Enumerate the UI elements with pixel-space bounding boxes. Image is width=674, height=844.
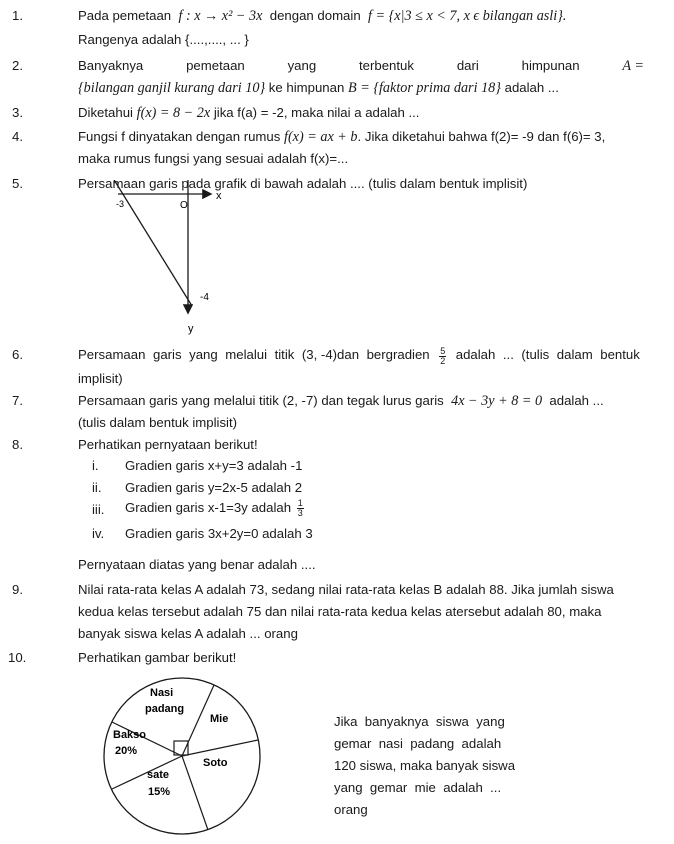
question-number: 6. bbox=[12, 347, 23, 362]
text-fragment: Pada pemetaan bbox=[78, 8, 172, 23]
text-fragment: . Jika diketahui bahwa f(2)= -9 dan f(6)= 3, bbox=[357, 129, 606, 144]
question-text bbox=[78, 393, 604, 410]
word: yang bbox=[189, 347, 218, 362]
question-text bbox=[78, 347, 640, 366]
text-fragment: Diketahui bbox=[78, 105, 133, 120]
statement-text: Gradien garis x+y=3 adalah -1 bbox=[125, 458, 303, 473]
question-number: 8. bbox=[12, 437, 23, 452]
slice-label: Bakso bbox=[113, 729, 147, 741]
word: himpunan bbox=[521, 58, 580, 73]
gradient-fraction bbox=[439, 347, 446, 366]
math-expression: f(x) = 8 − 2x bbox=[136, 105, 211, 121]
y-axis-label: y bbox=[188, 323, 194, 335]
question-text-line-2: (tulis dalam bentuk implisit) bbox=[78, 415, 238, 430]
side-text-line: Jika banyaknya siswa yang bbox=[334, 714, 505, 729]
word: (3, -4)dan bbox=[301, 347, 360, 362]
side-text-line: yang gemar mie adalah ... bbox=[334, 780, 502, 795]
origin-label: O bbox=[180, 200, 188, 211]
question-text-line-2: maka rumus fungsi yang sesuai adalah f(x)=... bbox=[78, 151, 349, 166]
question-text-line-2: implisit) bbox=[78, 371, 123, 386]
word: terbentuk bbox=[359, 58, 414, 73]
question-text: Nilai rata-rata kelas A adalah 73, sedang nilai rata-rata kelas B adalah 88. Jika jumlah siswa bbox=[78, 582, 614, 597]
text-fragment: Persamaan garis yang melalui titik (2, -7) dan tegak lurus garis bbox=[78, 393, 444, 408]
text-fragment: jika f(a) = -2, maka nilai a adalah ... bbox=[213, 105, 420, 120]
text-fragment: adalah ... bbox=[549, 393, 604, 408]
slice-label: Mie bbox=[210, 713, 229, 725]
question-text-line-2 bbox=[78, 80, 559, 97]
question-text bbox=[78, 8, 566, 25]
question-text bbox=[78, 129, 605, 146]
slice-label: Nasi bbox=[150, 687, 174, 699]
word: adalah bbox=[455, 347, 496, 362]
statement-number: ii. bbox=[92, 480, 102, 495]
statement-fraction bbox=[297, 499, 304, 518]
slice-label: sate bbox=[147, 769, 170, 781]
math-expression: f : x → x² − 3x bbox=[178, 8, 263, 24]
word: Banyaknya bbox=[78, 58, 144, 73]
statement-text: Gradien garis 3x+2y=0 adalah 3 bbox=[125, 526, 313, 541]
question-number: 3. bbox=[12, 105, 23, 120]
word: (tulis bbox=[521, 347, 550, 362]
x-axis-label: x bbox=[216, 190, 222, 202]
fraction-denominator: 3 bbox=[297, 508, 303, 518]
side-text-line: orang bbox=[334, 802, 368, 817]
text-fragment: adalah ... bbox=[504, 80, 559, 95]
question-number: 7. bbox=[12, 393, 23, 408]
question-number: 10. bbox=[8, 650, 27, 665]
fraction-denominator: 2 bbox=[440, 356, 446, 366]
pie-chart bbox=[98, 670, 278, 835]
word: yang bbox=[287, 58, 317, 73]
statement-text-with-fraction bbox=[125, 499, 306, 518]
word: bentuk bbox=[600, 347, 640, 362]
statement-text: Gradien garis x-1=3y adalah bbox=[125, 499, 292, 515]
word: melalui bbox=[225, 347, 268, 362]
question-text bbox=[78, 105, 419, 122]
y-intercept-label: -4 bbox=[200, 292, 209, 303]
question-number: 9. bbox=[12, 582, 23, 597]
question-number: 1. bbox=[12, 8, 23, 23]
side-text-line: 120 siswa, maka banyak siswa bbox=[334, 758, 516, 773]
slice-label: padang bbox=[145, 703, 185, 715]
word: titik bbox=[274, 347, 295, 362]
word: dari bbox=[456, 58, 479, 73]
question-text: Persamaan garis pada grafik di bawah adalah .... (tulis dalam bentuk implisit) bbox=[78, 176, 528, 191]
question-number: 2. bbox=[12, 58, 23, 73]
text-fragment: Fungsi f dinyatakan dengan rumus bbox=[78, 129, 281, 144]
question-number: 4. bbox=[12, 129, 23, 144]
statement-text: Gradien garis y=2x-5 adalah 2 bbox=[125, 480, 303, 495]
pie-divider bbox=[182, 740, 258, 756]
math-expression: f = {x|3 ≤ x < 7, x ϵ bilangan asli}. bbox=[367, 8, 567, 24]
word: ... bbox=[502, 347, 514, 362]
word: dalam bbox=[556, 347, 593, 362]
math-expression: A = bbox=[622, 58, 644, 74]
x-intercept-label: -3 bbox=[116, 199, 125, 209]
text-fragment: dengan domain bbox=[269, 8, 361, 23]
slice-percent: 20% bbox=[115, 745, 138, 757]
math-expression: f(x) = ax + b bbox=[284, 129, 358, 145]
question-prompt: Pernyataan diatas yang benar adalah .... bbox=[78, 557, 316, 572]
statement-number: iv. bbox=[92, 526, 105, 541]
word: bergradien bbox=[366, 347, 430, 362]
side-text-line: gemar nasi padang adalah bbox=[334, 736, 502, 751]
math-expression: 4x − 3y + 8 = 0 bbox=[451, 393, 543, 409]
statement-number: i. bbox=[92, 458, 99, 473]
math-expression: {bilangan ganjil kurang dari 10} bbox=[78, 80, 266, 96]
question-text-line-2: kedua kelas tersebut adalah 75 dan nilai rata-rata kedua kelas atersebut adalah 80, maka bbox=[78, 604, 602, 619]
question-intro: Perhatikan pernyataan berikut! bbox=[78, 437, 258, 452]
word: garis bbox=[152, 347, 182, 362]
slice-percent: 15% bbox=[148, 786, 171, 798]
question-text bbox=[78, 58, 644, 75]
line-graph bbox=[98, 180, 238, 340]
question-text-line-2: Rangenya adalah {....,...., ... } bbox=[78, 32, 249, 47]
fraction-numerator: 5 bbox=[440, 346, 446, 356]
fraction-numerator: 1 bbox=[297, 498, 303, 508]
question-number: 5. bbox=[12, 176, 23, 191]
question-text-line-3: banyak siswa kelas A adalah ... orang bbox=[78, 626, 298, 641]
slice-label: Soto bbox=[203, 757, 228, 769]
math-expression: B = {faktor prima dari 18} bbox=[347, 80, 501, 96]
word: pemetaan bbox=[186, 58, 245, 73]
statement-number: iii. bbox=[92, 502, 105, 517]
word: Persamaan bbox=[78, 347, 146, 362]
text-fragment: ke himpunan bbox=[268, 80, 345, 95]
question-intro: Perhatikan gambar berikut! bbox=[78, 650, 237, 665]
